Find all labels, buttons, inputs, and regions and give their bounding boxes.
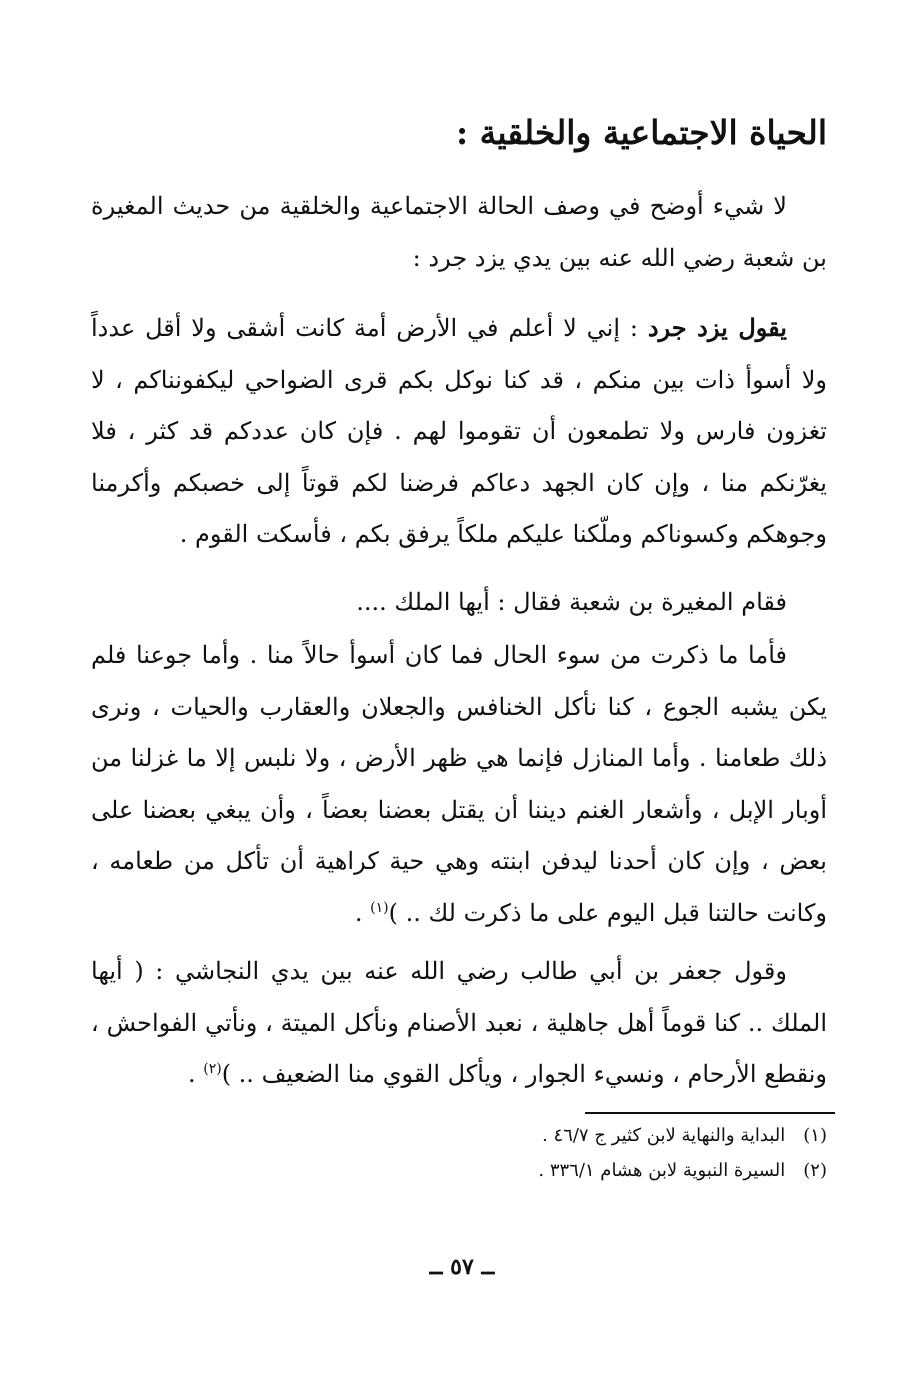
footnote-separator xyxy=(585,1112,835,1114)
footnote-2 xyxy=(227,1153,827,1188)
footnote-number: (٢) xyxy=(803,1160,827,1181)
footnotes xyxy=(227,1118,827,1188)
yazdgerd-paragraph xyxy=(91,302,827,564)
footnote-1 xyxy=(227,1118,827,1153)
yazdgerd-quote: : إني لا أعلم في الأرض أمة كانت أشقى ولا أقل عدداً ولا أسوأ ذات بين منكم ، قد كنا نوكل بكم قرى الضواحي ليكفونناكم ، لا تغزون فارس ولا تطمعون أن تقوموا لهم . فإن كان عددكم قد كثر ، فلا يغرّنكم منا ، وإن كان الجهد دعاكم فرضنا لكم قوتاً إلى خصبكم وأكرمنا وجوهكم وكسوناكم وملّكنا عليكم ملكاً يرفق بكم ، فأسكت القوم . xyxy=(91,314,827,548)
speaker-name: يقول يزد جرد xyxy=(647,313,787,342)
page-number: ــ ٥٧ ــ xyxy=(429,1254,495,1280)
footnote-ref-2[interactable]: (٢) xyxy=(203,1061,222,1077)
section-heading: الحياة الاجتماعية والخلقية : xyxy=(455,113,827,152)
jafar-end: . xyxy=(187,1060,204,1088)
mughira-intro-paragraph: فقام المغيرة بن شعبة فقال : أيها الملك .... xyxy=(356,588,787,616)
footnote-text: البداية والنهاية لابن كثير ج ٤٦/٧ . xyxy=(542,1125,786,1146)
footnote-number: (١) xyxy=(803,1125,827,1146)
intro-paragraph: لا شيء أوضح في وصف الحالة الاجتماعية والخلقية من حديث المغيرة بن شعبة رضي الله عنه بين يدي يزد جرد : xyxy=(91,192,827,272)
mughira-end: . xyxy=(354,898,371,927)
mughira-quote: فأما ما ذكرت من سوء الحال فما كان أسوأ حالاً منا . وأما جوعنا فلم يكن يشبه الجوع ، كنا نأكل الخنافس والجعلان والعقارب والحيات ، ونرى ذلك طعامنا . وأما المنازل فإنما هي ظهر الأرض ، ولا نلبس إلا ما غزلنا من أوبار الإبل ، وأشعار الغنم ديننا أن يقتل بعضنا بعضاً ، وأن يبغي بعضنا على بعض ، وإن كان أحدنا ليدفن ابنته وهي حية كراهية أن تأكل من طعامه ، وكانت حالتنا قبل اليوم على ما ذكرت لك .. ) xyxy=(91,641,827,927)
jafar-quote: وقول جعفر بن أبي طالب رضي الله عنه بين يدي النجاشي : ( أيها الملك .. كنا قوماً أهل جاهلية ، نعبد الأصنام ونأكل الميتة ، ونأتي الفواحش ، ونقطع الأرحام ، ونسيء الجوار ، ويأكل القوي منا الضعيف .. ) xyxy=(91,957,827,1088)
mughira-paragraph xyxy=(91,630,827,930)
footnote-ref-1[interactable]: (١) xyxy=(370,899,389,916)
jafar-paragraph xyxy=(91,946,827,1098)
footnote-text: السيرة النبوية لابن هشام ٣٣٦/١ . xyxy=(538,1160,786,1181)
